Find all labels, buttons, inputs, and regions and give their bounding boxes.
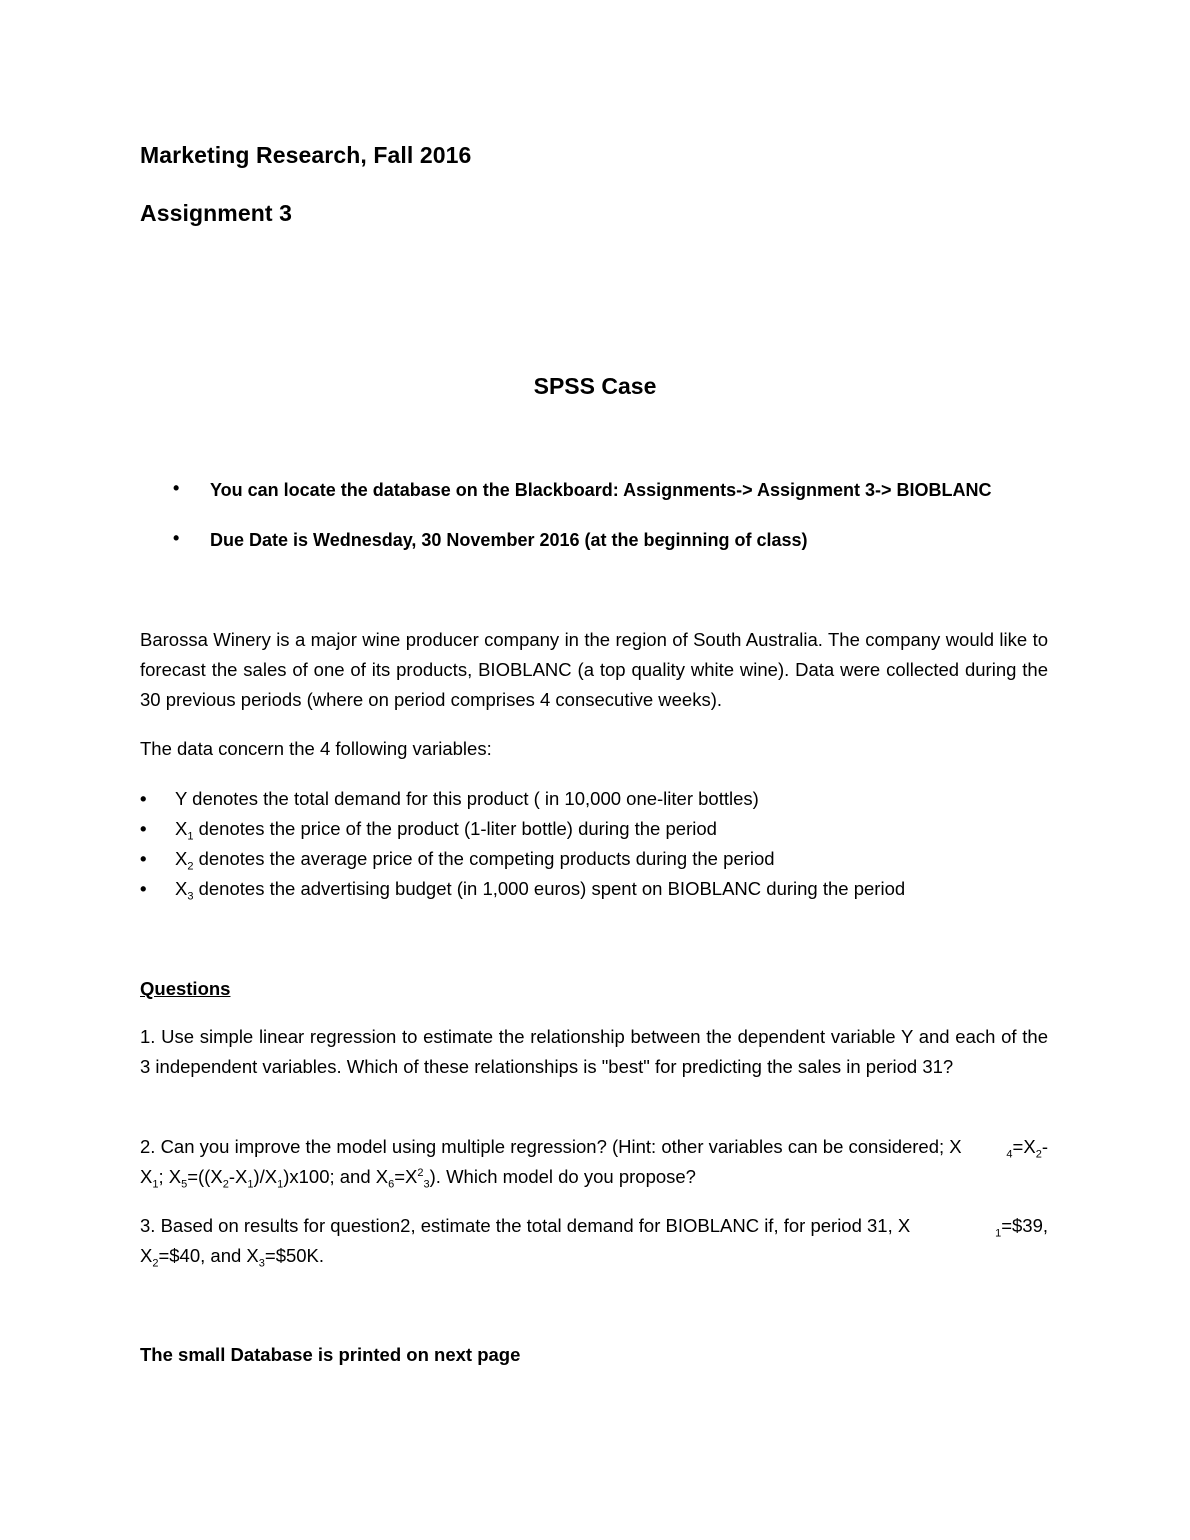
equation-part: =((X [187, 1166, 223, 1187]
variable-item-x2 [140, 844, 905, 874]
question-1: 1. Use simple linear regression to estimate the relationship between the dependent variable Y and each of the 3 independent variables. Which of these relationships is "best" for predicting the sales in period 31? [140, 1026, 1048, 1077]
variable-subscript: 3 [187, 890, 194, 903]
equation-part: =$39, [1001, 1215, 1048, 1236]
intro-paragraph: Barossa Winery is a major wine producer company in the region of South Australia. The company would like to forecast the sales of one of its products, BIOBLANC (a top quality white wine). Data were collected during the 30 previous periods (where on period comprises 4 consecutive weeks). [140, 629, 1048, 710]
equation-part: =X [394, 1166, 418, 1187]
equation-part: ; X [158, 1166, 182, 1187]
question-3 [140, 1211, 1048, 1271]
subscript: 1 [277, 1178, 284, 1191]
subscript: 1 [995, 1227, 1002, 1240]
question-2-line-2 [140, 1162, 1048, 1192]
variable-item-x1 [140, 814, 905, 844]
subscript: 1 [152, 1178, 159, 1191]
variables-lead: The data concern the 4 following variables: [140, 738, 492, 759]
equation-part: -X [228, 1166, 248, 1187]
variable-description: denotes the total demand for this product ( in 10,000 one-liter bottles) [187, 788, 759, 809]
equation-part: )x100; and X [283, 1166, 389, 1187]
variable-description: denotes the price of the product (1-liter bottle) during the period [193, 818, 717, 839]
case-title: SPSS Case [533, 373, 657, 399]
questions-heading: Questions [140, 978, 231, 999]
variable-symbol: X [175, 848, 188, 869]
subscript: 2 [152, 1257, 159, 1270]
subscript: 4 [1006, 1148, 1013, 1161]
subscript: 5 [181, 1178, 188, 1191]
variables-list [140, 784, 905, 904]
bullet-icon: • [173, 528, 180, 548]
subscript: 2 [1035, 1148, 1042, 1161]
equation-part: =$40, and X [158, 1245, 259, 1266]
course-title: Marketing Research, Fall 2016 [140, 142, 472, 168]
question-2-text: 2. Can you improve the model using multiple regression? (Hint: other variables can be considered; X [140, 1136, 962, 1157]
equation-part: X [140, 1166, 153, 1187]
assignment-title: Assignment 3 [140, 200, 293, 226]
variable-symbol: Y [175, 788, 188, 809]
superscript: 2 [417, 1166, 424, 1179]
question-3-x1-value [995, 1211, 1048, 1241]
footer-note: The small Database is printed on next page [140, 1344, 521, 1365]
equation-part: ). Which model do you propose? [429, 1166, 696, 1187]
variable-description: denotes the advertising budget (in 1,000 euros) spent on BIOBLANC during the period [193, 878, 906, 899]
variable-subscript: 1 [187, 830, 194, 843]
question-2-x4-def [1006, 1132, 1048, 1162]
variable-symbol: X [175, 818, 188, 839]
subscript: 3 [258, 1257, 265, 1270]
question-3-text: 3. Based on results for question2, estimate the total demand for BIOBLANC if, for period 31, X [140, 1215, 911, 1236]
variable-symbol: X [175, 878, 188, 899]
subscript: 6 [388, 1178, 395, 1191]
variable-description: denotes the average price of the competing products during the period [193, 848, 775, 869]
equation-part: - [1041, 1136, 1048, 1157]
subscript: 3 [423, 1178, 430, 1191]
equation-part: )/X [253, 1166, 278, 1187]
variable-item-y [140, 784, 905, 814]
bullet-icon: • [140, 818, 147, 839]
variable-item-x3 [140, 874, 905, 904]
subscript: 2 [222, 1178, 229, 1191]
notice-due-date: Due Date is Wednesday, 30 November 2016 (at the beginning of class) [210, 530, 808, 550]
question-2-line-1 [140, 1132, 1048, 1162]
equation-part: X [140, 1245, 153, 1266]
bullet-icon: • [140, 788, 147, 809]
question-3-line-1 [140, 1211, 1048, 1241]
bullet-icon: • [173, 478, 180, 498]
variable-subscript: 2 [187, 860, 194, 873]
subscript: 1 [247, 1178, 254, 1191]
question-2 [140, 1132, 1048, 1192]
equation-part: =$50K. [264, 1245, 325, 1266]
notice-database-location: You can locate the database on the Blackboard: Assignments-> Assignment 3-> BIOBLANC [210, 480, 992, 500]
equation-part: =X [1012, 1136, 1036, 1157]
bullet-icon: • [140, 878, 147, 899]
bullet-icon: • [140, 848, 147, 869]
question-3-line-2 [140, 1241, 1048, 1271]
